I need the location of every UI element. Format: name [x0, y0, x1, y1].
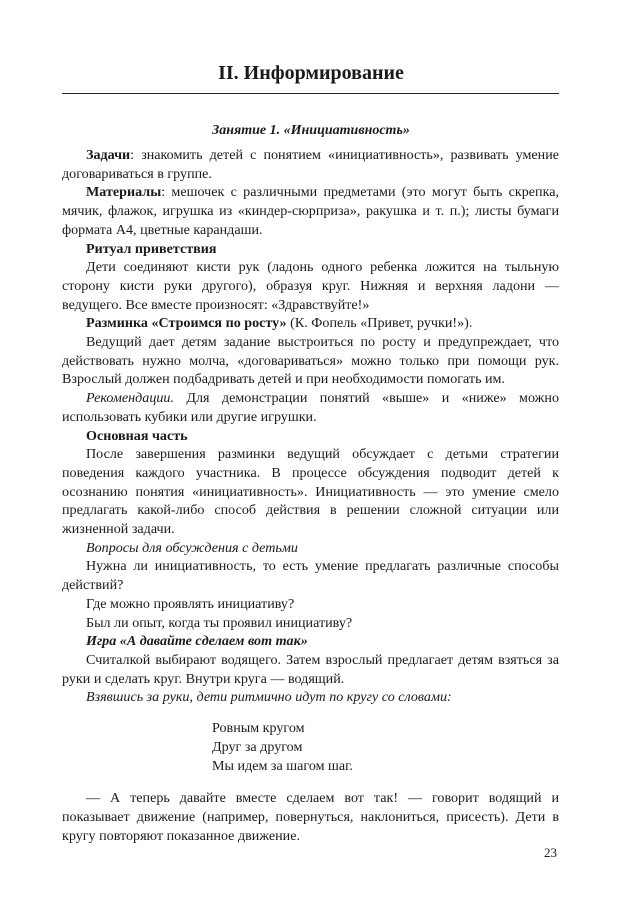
materials-text: : мешочек с различными предметами (это могут быть скрепка, мячик, флажок, игрушка из «киндер-сюрприза», ракушка и т. п.); листы бумаги формата А4, цветные карандаши.: [62, 184, 559, 238]
page-number: 23: [544, 845, 557, 860]
game-heading: Игра «А давайте сделаем вот так»: [86, 633, 308, 650]
greeting-text: Дети соединяют кисти рук (ладонь одного ребенка ложится на тыльную сторону кисти руки другого), образуя круг. Нижняя и верхняя ладони — ведущего. Все вместе произносят: «Здравствуйте!»: [62, 259, 559, 313]
title-divider: [62, 93, 559, 94]
game-instruction: Взявшись за руки, дети ритмично идут по кругу со словами:: [86, 689, 452, 706]
recommendation-paragraph: [62, 389, 559, 426]
poem-line: Друг за другом: [212, 738, 303, 755]
materials-label: Материалы: [86, 184, 162, 201]
tasks-text: : знакомить детей с понятием «инициативность», развивать умение договариваться в группе.: [62, 147, 559, 182]
question-item: Нужна ли инициативность, то есть умение предлагать различные способы действий?: [62, 558, 559, 594]
warmup-heading-line: [62, 314, 559, 333]
warmup-text: Ведущий дает детям задание выстроиться по росту и предупреждает, что действовать нужно молча, «договариваться» можно только при помощи рук. Взрослый должен подбадривать детей и при необходимости помогать им.: [62, 334, 559, 388]
tasks-label: Задачи: [86, 147, 131, 163]
game-text: Считалкой выбирают водящего. Затем взрослый предлагает детям взяться за руки и сделать круг. Внутри круга — водящий.: [62, 651, 559, 687]
question-item: Был ли опыт, когда ты проявил инициативу?: [86, 614, 353, 631]
question-item: Где можно проявлять инициативу?: [86, 595, 295, 612]
poem-line: Ровным кругом: [212, 720, 305, 737]
poem-line: Мы идем за шагом шаг.: [212, 757, 353, 774]
lesson-title: Занятие 1. «Инициативность»: [212, 123, 410, 138]
questions-heading: Вопросы для обсуждения с детьми: [86, 539, 298, 556]
poem: [212, 719, 559, 775]
closing-paragraph: — А теперь давайте вместе сделаем вот так! — говорит водящий и показывает движение (например, повернуться, наклониться, присесть). Дети в кругу повторяют показанное движение.: [62, 790, 559, 844]
main-text: После завершения разминки ведущий обсуждает с детьми стратегии поведения каждого участника. В процессе обсуждения подводит детей к осознанию понятия «инициативность». Инициативность — это умение смело предлагать какой-либо способ действия в решении сложной ситуации или жизненной задачи.: [62, 446, 559, 538]
lesson-body: [62, 146, 559, 845]
tasks-paragraph: [62, 146, 559, 183]
recommendation-label: Рекомендации.: [86, 390, 175, 407]
main-heading: Основная часть: [86, 427, 188, 444]
recommendation-text: Для демонстрации понятий «выше» и «ниже» можно использовать кубики или другие игрушки.: [62, 390, 559, 425]
warmup-heading: Разминка «Строимся по росту»: [86, 315, 287, 332]
greeting-heading: Ритуал приветствия: [86, 240, 217, 257]
materials-paragraph: [62, 183, 559, 239]
chapter-title: II. Информирование: [218, 62, 404, 84]
warmup-source: (К. Фопель «Привет, ручки!»).: [286, 315, 473, 332]
